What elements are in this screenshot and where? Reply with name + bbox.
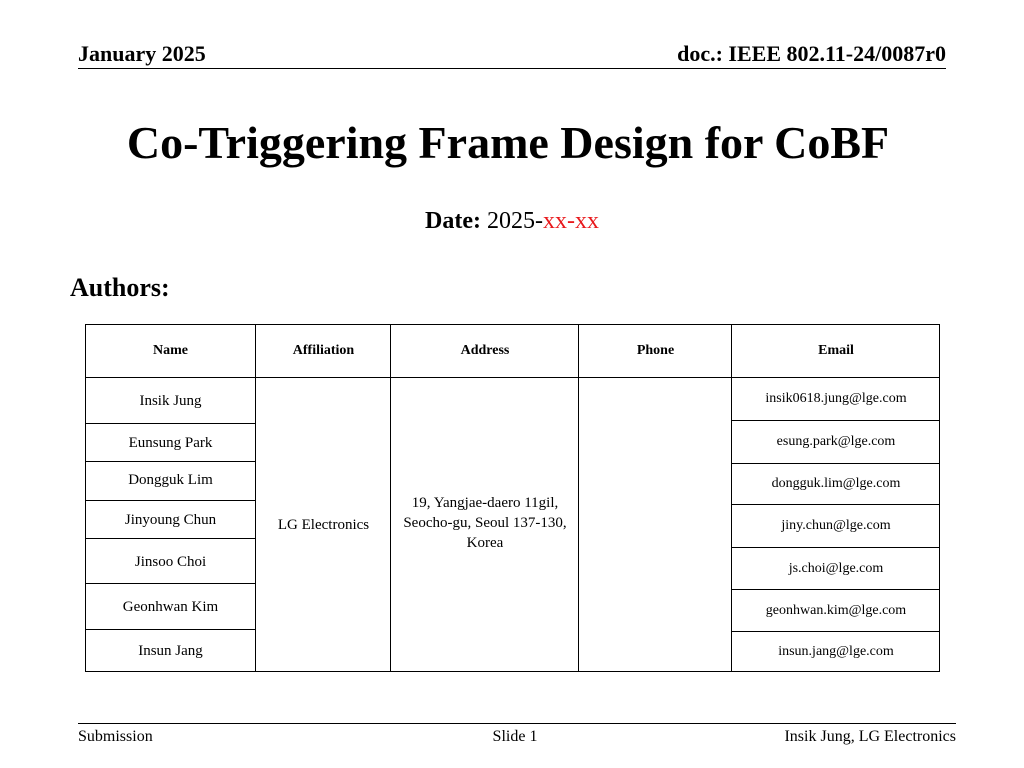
date-line xyxy=(0,205,1024,237)
col-header-name: Name xyxy=(153,343,188,358)
author-email: insun.jang@lge.com xyxy=(778,644,894,659)
author-name: Eunsung Park xyxy=(128,435,213,451)
date-pending: xx-xx xyxy=(542,208,599,234)
author-email: geonhwan.kim@lge.com xyxy=(765,602,907,618)
affiliation-cell: LG Electronics xyxy=(277,517,370,533)
address-cell: 19, Yangjae-daero 11gil, Seocho-gu, Seoul 137-130, Korea xyxy=(403,495,567,551)
slide-title: Co-Triggering Frame Design for CoBF xyxy=(126,117,890,168)
author-email: jiny.chun@lge.com xyxy=(781,518,891,533)
col-header-address: Address xyxy=(460,343,510,358)
authors-table xyxy=(85,324,940,672)
footer-rule xyxy=(78,723,956,724)
header-doc-id: doc.: IEEE 802.11-24/0087r0 xyxy=(677,41,946,66)
footer-author: Insik Jung, LG Electronics xyxy=(784,728,956,745)
author-name: Dongguk Lim xyxy=(128,472,213,488)
author-email: esung.park@lge.com xyxy=(776,434,896,449)
author-name: Insun Jang xyxy=(138,643,203,659)
header-date: January 2025 xyxy=(78,41,206,66)
author-email: js.choi@lge.com xyxy=(788,560,884,576)
date-label: Date: xyxy=(425,208,481,234)
author-name: Jinyoung Chun xyxy=(124,512,217,528)
header-rule xyxy=(78,68,946,69)
date-year: 2025- xyxy=(486,208,543,234)
phone-cell xyxy=(579,378,732,672)
author-name: Geonhwan Kim xyxy=(122,599,219,615)
footer-slide-number: Slide 1 xyxy=(492,728,538,745)
author-email: insik0618.jung@lge.com xyxy=(765,391,907,406)
author-name: Insik Jung xyxy=(139,393,202,409)
col-header-email: Email xyxy=(818,343,854,358)
footer-submission: Submission xyxy=(78,728,153,745)
col-header-affiliation: Affiliation xyxy=(292,343,355,358)
authors-label: Authors: xyxy=(70,273,170,302)
author-email: dongguk.lim@lge.com xyxy=(771,476,901,491)
author-name: Jinsoo Choi xyxy=(134,553,207,570)
col-header-phone: Phone xyxy=(636,343,675,358)
